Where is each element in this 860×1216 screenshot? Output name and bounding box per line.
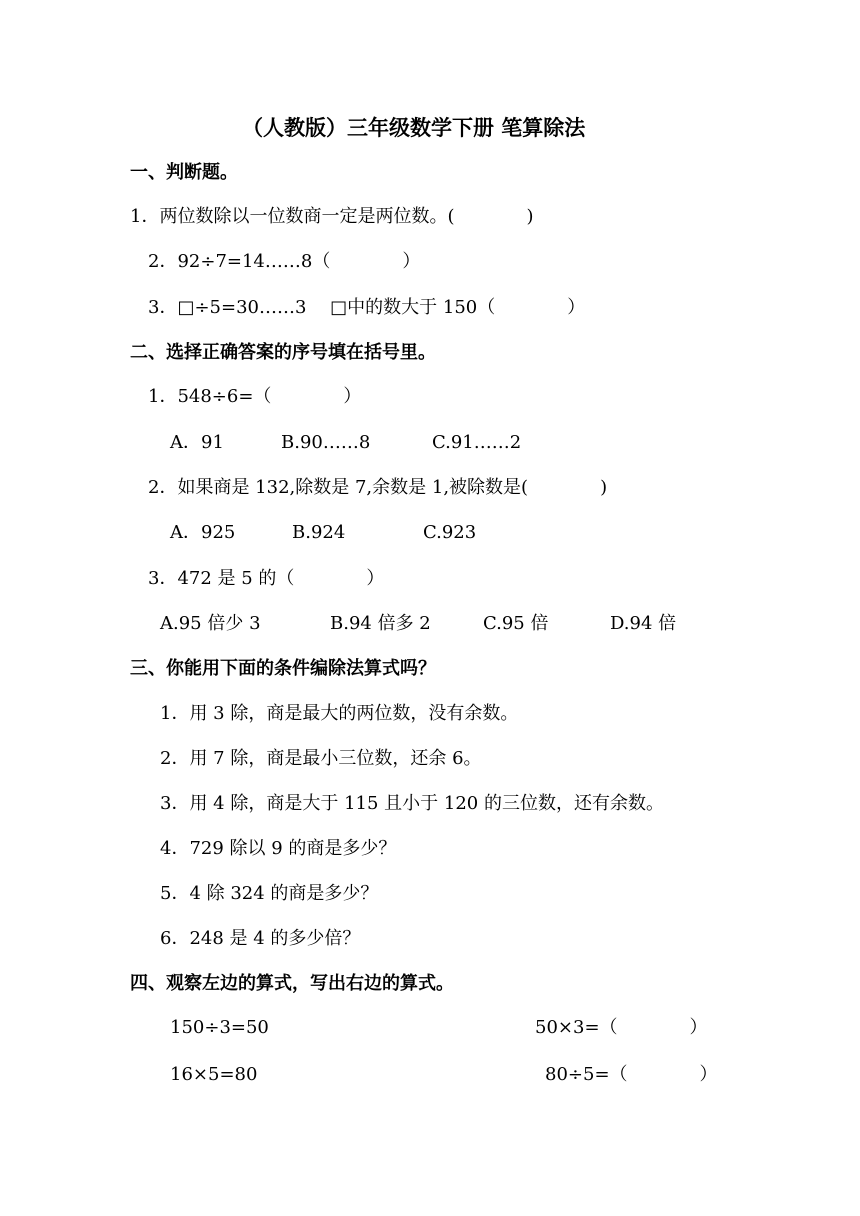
s3-item-4: 4．729 除以 9 的商是多少？: [160, 838, 397, 859]
s3-item-6: 6．248 是 4 的多少倍？: [160, 928, 361, 949]
section-1-heading: 一、判断题。: [130, 162, 238, 183]
s3-item-1: 1．用 3 除，商是最大的两位数，没有余数。: [160, 703, 519, 724]
s2-q3-option-a: A.95 倍少 3: [160, 613, 261, 634]
section-4-heading: 四、观察左边的算式，写出右边的算式。: [130, 973, 454, 994]
s2-question-3: 3．472 是 5 的（ ）: [148, 568, 385, 589]
s3-item-2: 2．用 7 除，商是最小三位数，还余 6。: [160, 748, 482, 769]
s2-question-1: 1．548÷6=（ ）: [148, 386, 362, 407]
page-title: （人教版）三年级数学下册 笔算除法: [242, 115, 586, 140]
s1-question-1: 1．两位数除以一位数商一定是两位数。( ): [130, 206, 534, 227]
s3-item-5: 5．4 除 324 的商是多少？: [160, 883, 379, 904]
s4-row1-right: 50×3=（ ）: [535, 1017, 708, 1038]
s2-q3-option-c: C.95 倍: [483, 613, 549, 634]
s1-question-2: 2．92÷7=14……8（ ）: [148, 251, 421, 272]
s2-q3-option-b: B.94 倍多 2: [330, 613, 431, 634]
s3-item-3: 3．用 4 除，商是大于 115 且小于 120 的三位数，还有余数。: [160, 793, 664, 814]
section-2-heading: 二、选择正确答案的序号填在括号里。: [130, 342, 436, 363]
s4-row2-right: 80÷5=（ ）: [545, 1064, 718, 1085]
s4-row2-left: 16×5=80: [170, 1064, 258, 1085]
s1-question-3: 3．□÷5=30……3 □中的数大于 150（ ）: [148, 297, 586, 318]
s2-q2-option-c: C.923: [423, 522, 477, 543]
s2-q1-option-c: C.91……2: [432, 432, 522, 453]
s2-q3-option-d: D.94 倍: [610, 613, 677, 634]
s2-question-2: 2．如果商是 132,除数是 7,余数是 1,被除数是( ): [148, 477, 608, 498]
section-3-heading: 三、你能用下面的条件编除法算式吗？: [130, 658, 436, 679]
s2-q1-option-b: B.90……8: [281, 432, 371, 453]
s4-row1-left: 150÷3=50: [170, 1017, 269, 1038]
s2-q2-option-b: B.924: [292, 522, 346, 543]
s2-q2-option-a: A．925: [170, 522, 236, 543]
s2-q1-option-a: A．91: [170, 432, 224, 453]
